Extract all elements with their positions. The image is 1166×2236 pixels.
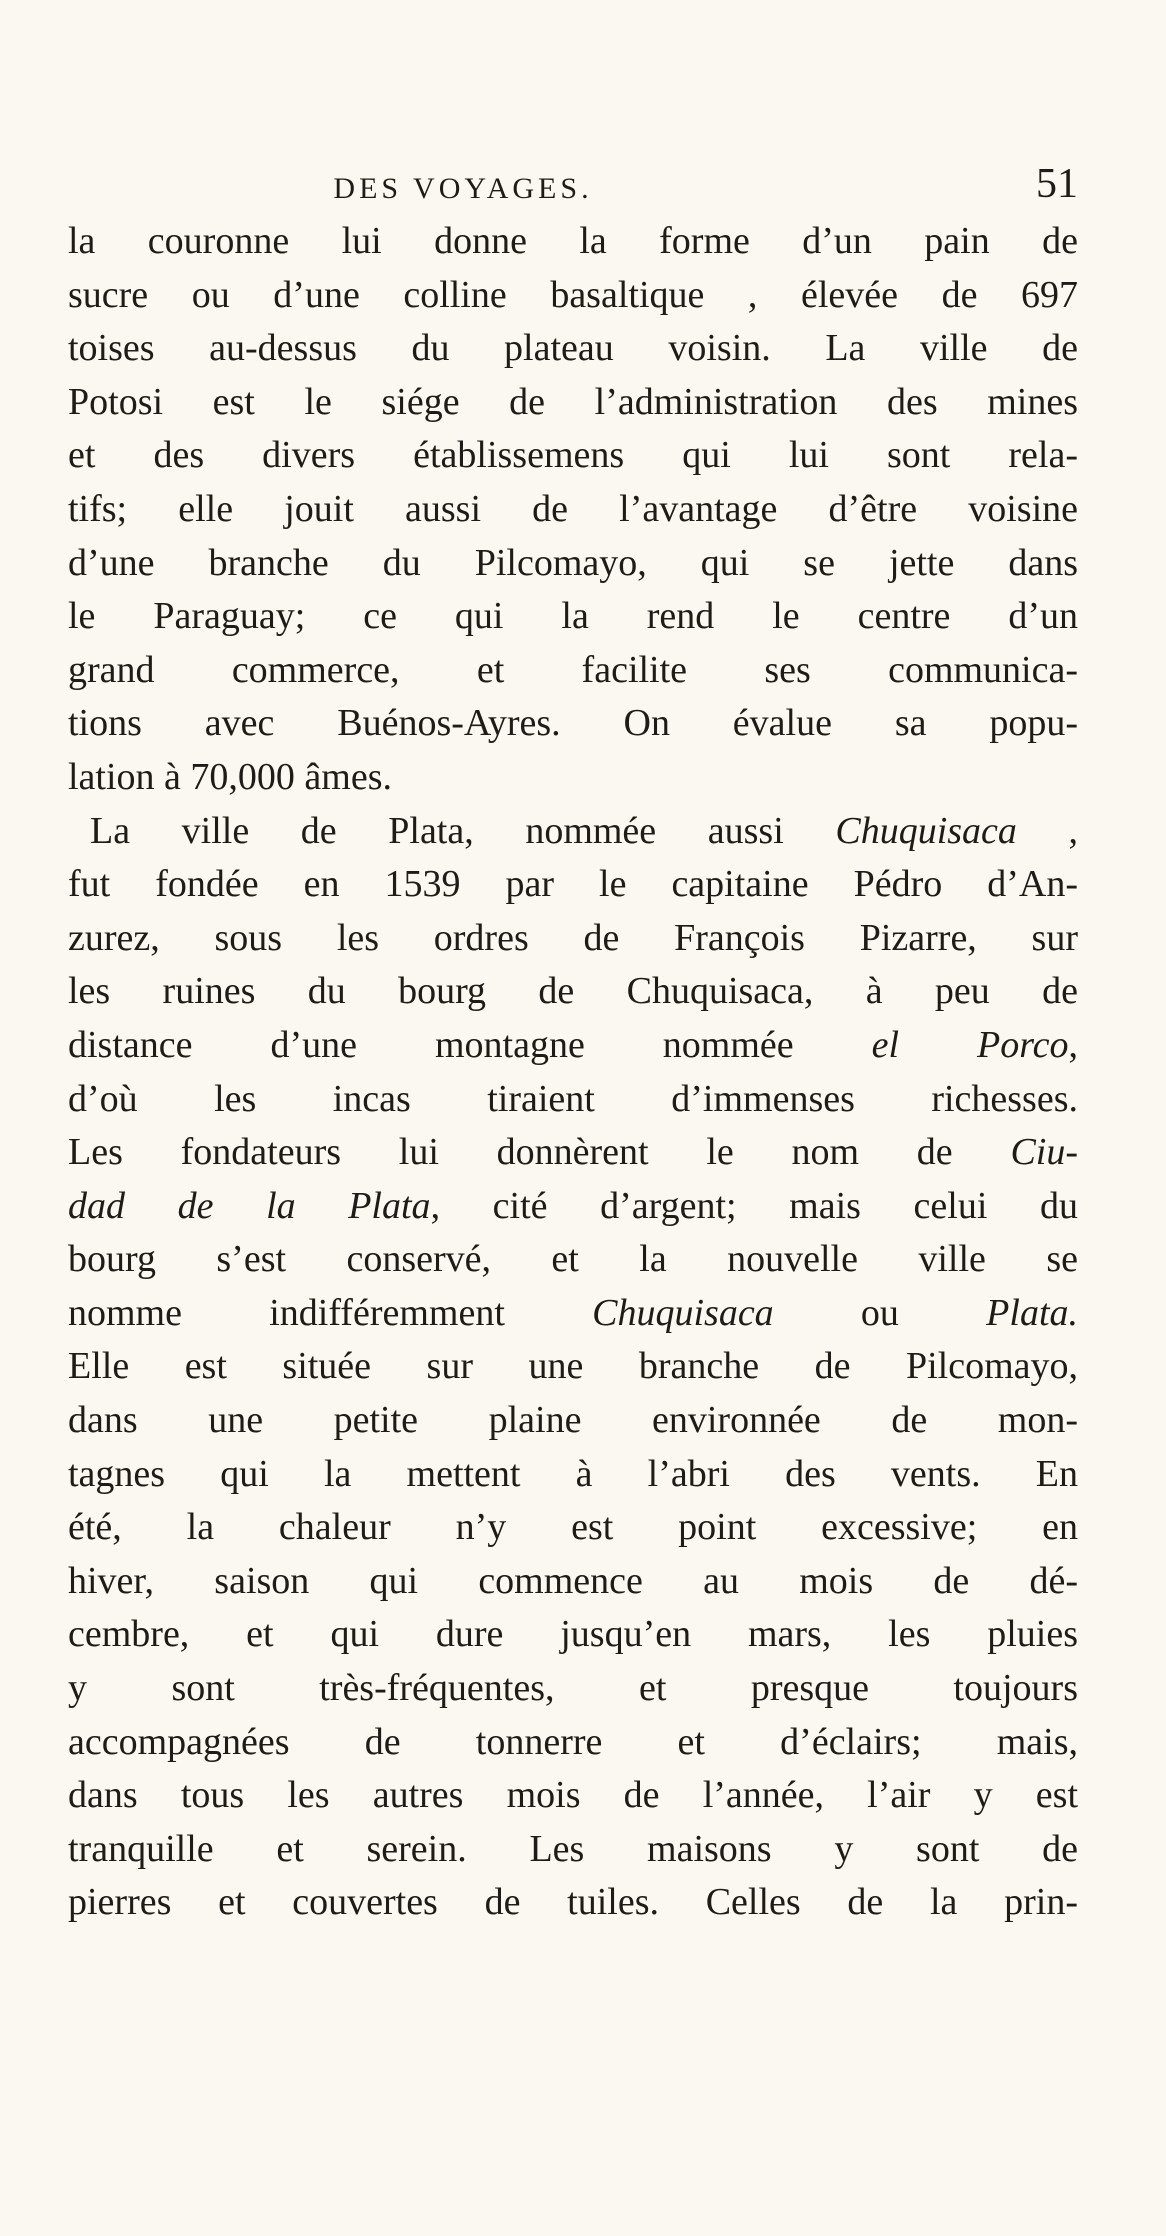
page-number: 51 bbox=[1036, 161, 1078, 207]
text-segment: sucre ou d’une colline basaltique , élevée de 697 bbox=[68, 273, 1078, 316]
text-segment: les ruines du bourg de Chuquisaca, à peu de bbox=[68, 970, 1078, 1013]
text-segment: zurez, sous les ordres de François Pizarre, sur bbox=[68, 916, 1078, 959]
text-line bbox=[68, 1019, 1078, 1073]
text-line bbox=[68, 858, 1078, 912]
text-line bbox=[68, 537, 1078, 591]
text-line bbox=[68, 1394, 1078, 1448]
text-segment: tifs; elle jouit aussi de l’avantage d’être voisine bbox=[68, 487, 1078, 530]
text-line bbox=[68, 1769, 1078, 1823]
text-line bbox=[68, 1555, 1078, 1609]
text-segment: , bbox=[1068, 1023, 1078, 1066]
text-line bbox=[68, 1823, 1078, 1877]
italic-text: el Porco bbox=[871, 1023, 1069, 1066]
text-line bbox=[68, 1287, 1078, 1341]
text-segment: dans tous les autres mois de l’année, l’air y est bbox=[68, 1774, 1078, 1817]
text-line bbox=[68, 1126, 1078, 1180]
text-line bbox=[68, 1073, 1078, 1127]
text-line bbox=[68, 751, 1078, 805]
text-segment: bourg s’est conservé, et la nouvelle ville se bbox=[68, 1238, 1078, 1281]
italic-text: Chuquisaca bbox=[592, 1291, 774, 1334]
text-segment: Les fondateurs lui donnèrent le nom de bbox=[68, 1131, 1011, 1174]
running-head bbox=[68, 160, 1078, 210]
text-segment: dans une petite plaine environnée de mon- bbox=[68, 1399, 1078, 1442]
text-line bbox=[68, 965, 1078, 1019]
text-line bbox=[68, 215, 1078, 269]
text-segment: , bbox=[1016, 809, 1078, 852]
text-segment: ou bbox=[773, 1291, 987, 1334]
text-segment: Elle est située sur une branche de Pilcomayo, bbox=[68, 1345, 1078, 1388]
text-segment: tagnes qui la mettent à l’abri des vents. En bbox=[68, 1452, 1078, 1495]
text-segment: le Paraguay; ce qui la rend le centre d’un bbox=[68, 595, 1078, 638]
text-segment: et des divers établissemens qui lui sont rela- bbox=[68, 434, 1078, 477]
text-line bbox=[68, 429, 1078, 483]
text-segment: grand commerce, et facilite ses communica- bbox=[68, 648, 1078, 691]
text-line bbox=[68, 1876, 1078, 1930]
text-line bbox=[68, 1233, 1078, 1287]
text-segment: tranquille et serein. Les maisons y sont de bbox=[68, 1827, 1078, 1870]
text-segment: y sont très-fréquentes, et presque toujours bbox=[68, 1667, 1078, 1710]
text-line bbox=[68, 1501, 1078, 1555]
text-line bbox=[68, 1448, 1078, 1502]
italic-text: Chuquisaca bbox=[835, 809, 1017, 852]
text-segment: fut fondée en 1539 par le capitaine Pédro d’An- bbox=[68, 863, 1078, 906]
text-segment: hiver, saison qui commence au mois de dé- bbox=[68, 1559, 1078, 1602]
text-segment: nomme indifféremment bbox=[68, 1291, 593, 1334]
body-text bbox=[68, 215, 1078, 1930]
text-segment: accompagnées de tonnerre et d’éclairs; mais, bbox=[68, 1720, 1078, 1763]
text-segment: d’où les incas tiraient d’immenses richesses. bbox=[68, 1077, 1078, 1120]
text-segment: lation à 70,000 âmes. bbox=[68, 755, 392, 798]
text-segment: la couronne lui donne la forme d’un pain de bbox=[68, 220, 1078, 262]
text-segment: été, la chaleur n’y est point excessive; en bbox=[68, 1506, 1078, 1549]
text-segment: cembre, et qui dure jusqu’en mars, les pluies bbox=[68, 1613, 1078, 1656]
text-line bbox=[68, 1662, 1078, 1716]
text-line bbox=[68, 322, 1078, 376]
italic-text: dad de la Plata bbox=[68, 1184, 431, 1227]
italic-text: Plata. bbox=[986, 1291, 1078, 1334]
text-line bbox=[68, 269, 1078, 323]
text-segment: tions avec Buénos-Ayres. On évalue sa popu- bbox=[68, 702, 1078, 745]
text-line bbox=[68, 1716, 1078, 1770]
text-line bbox=[68, 697, 1078, 751]
text-line bbox=[68, 1608, 1078, 1662]
text-line bbox=[68, 590, 1078, 644]
text-line bbox=[68, 805, 1078, 859]
text-segment: d’une branche du Pilcomayo, qui se jette dans bbox=[68, 541, 1078, 584]
text-segment: distance d’une montagne nommée bbox=[68, 1023, 872, 1066]
text-line bbox=[68, 483, 1078, 537]
text-segment: toises au-dessus du plateau voisin. La ville de bbox=[68, 327, 1078, 370]
text-segment: , cité d’argent; mais celui du bbox=[430, 1184, 1078, 1227]
text-line bbox=[68, 1180, 1078, 1234]
text-line bbox=[68, 644, 1078, 698]
text-line bbox=[68, 912, 1078, 966]
text-segment: Potosi est le siége de l’administration des mines bbox=[68, 380, 1078, 423]
italic-text: Ciu- bbox=[1010, 1131, 1078, 1174]
text-line bbox=[68, 1340, 1078, 1394]
text-segment: pierres et couvertes de tuiles. Celles de la prin- bbox=[68, 1881, 1078, 1924]
text-line bbox=[68, 376, 1078, 430]
running-title: DES VOYAGES. bbox=[333, 172, 593, 205]
text-segment: La ville de Plata, nommée aussi bbox=[90, 809, 836, 852]
